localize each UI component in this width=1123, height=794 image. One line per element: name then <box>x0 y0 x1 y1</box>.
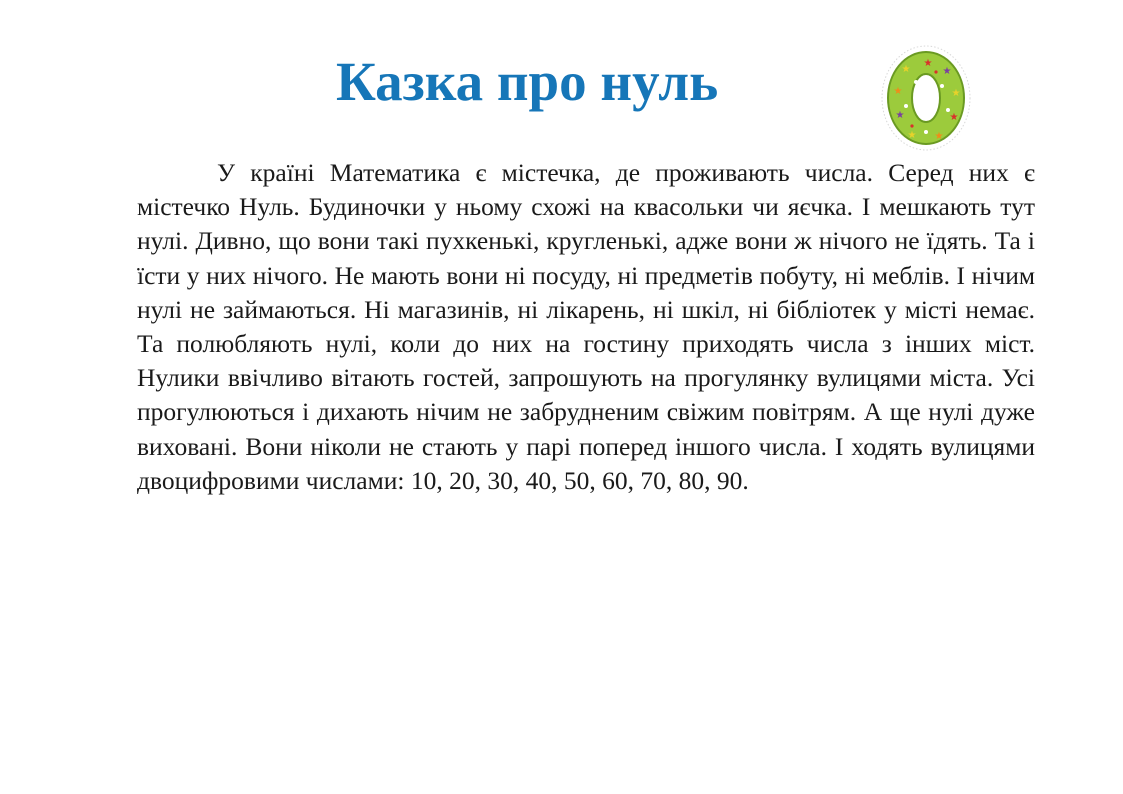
svg-text:★: ★ <box>907 130 917 141</box>
page-title: Казка про нуль <box>336 51 719 112</box>
svg-text:★: ★ <box>901 64 911 75</box>
decorated-zero-icon <box>876 42 976 152</box>
svg-text:★: ★ <box>934 131 944 142</box>
zero-svg <box>876 42 976 152</box>
svg-text:★: ★ <box>893 86 903 97</box>
svg-text:★: ★ <box>923 58 933 69</box>
svg-text:★: ★ <box>951 88 961 99</box>
svg-text:★: ★ <box>942 66 952 77</box>
story-paragraph: У країні Математика є містечка, де проживають числа. Серед них є містечко Нуль. Будиночки у ньому схожі на квасольки чи яєчка. І мешкають тут нулі. Дивно, що вони такі пухкенькі, кругленькі, адже вони ж нічого не їдять. Та і їсти у них нічого. Не мають вони ні посуду, ні предметів побуту, ні меблів. І нічим нулі не займаються. Ні магазинів, ні лікарень, ні шкіл, ні бібліотек у місті немає. Та полюбляють нулі, коли до них на гостину приходять числа з інших міст. Нулики ввічливо вітають гостей, запрошують на прогулянку вулицями міста. Усі прогулюються і дихають нічим не забрудненим свіжим повітрям. А ще нулі дуже виховані. Вони ніколи не стають у парі поперед іншого числа. І ходять вулицями двоцифровими числами: 10, 20, 30, 40, 50, 60, 70, 80, 90. <box>137 158 1035 495</box>
svg-text:★: ★ <box>895 110 905 121</box>
svg-text:★: ★ <box>949 112 959 123</box>
